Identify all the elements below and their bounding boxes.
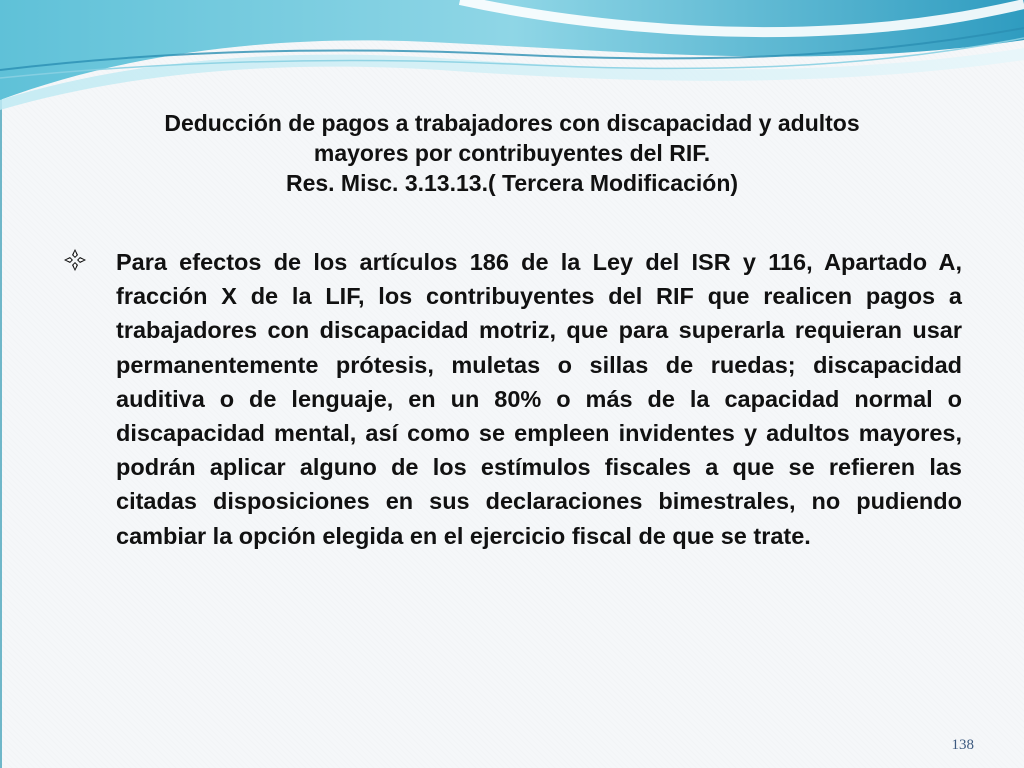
diamond-bullet-icon	[62, 247, 88, 273]
header-wave-decoration	[0, 0, 1024, 120]
page-number: 138	[951, 737, 974, 753]
title-line-2: mayores por contribuyentes del RIF.	[313, 140, 711, 166]
slide-title	[60, 108, 964, 198]
title-line-3: Res. Misc. 3.13.13.( Tercera Modificación)	[285, 170, 739, 196]
bullet-body-text: Para efectos de los artículos 186 de la Ley del ISR y 116, Apartado A, fracción X de la LIF, los contribuyentes del RIF que realicen pagos a trabajadores con discapacidad motriz, que para superarla requieran usar permanentemente prótesis, muletas o sillas de ruedas; discapacidad auditiva o de lenguaje, en un 80% o más de la capacidad normal o discapacidad mental, así como se empleen invidentes y adultos mayores, podrán aplicar alguno de los estímulos fiscales a que se refieren las citadas disposiciones en sus declaraciones bimestrales, no pudiendo cambiar la opción elegida en el ejercicio fiscal de que se trate.	[116, 249, 962, 549]
title-line-1: Deducción de pagos a trabajadores con discapacidad y adultos	[164, 110, 860, 136]
